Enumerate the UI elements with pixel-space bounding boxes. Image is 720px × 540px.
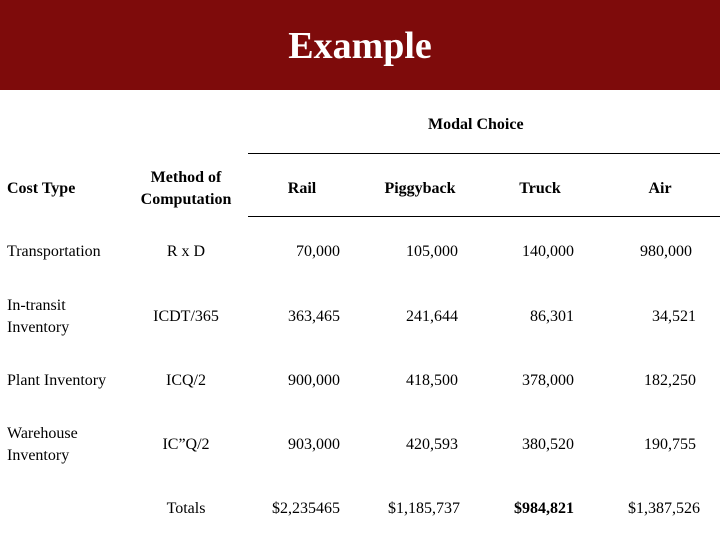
header-cost-type: Cost Type: [7, 180, 76, 197]
row-cost-type-line2: Inventory: [7, 319, 70, 336]
row-truck: 140,000: [522, 243, 574, 260]
row-cost-type-line1: In-transit: [7, 297, 66, 314]
totals-air: $1,387,526: [628, 500, 700, 517]
row-truck: 86,301: [530, 308, 574, 325]
row-air: 182,250: [644, 372, 696, 389]
row-method: IC”Q/2: [162, 436, 210, 453]
row-cost-type: Transportation: [7, 243, 101, 260]
row-rail: 70,000: [296, 243, 340, 260]
row-method: R x D: [166, 243, 206, 260]
header-top-rule: [248, 153, 720, 154]
row-rail: 900,000: [288, 372, 340, 389]
row-rail: 903,000: [288, 436, 340, 453]
row-cost-type-line2: Inventory: [7, 447, 70, 464]
totals-label: Totals: [166, 500, 206, 517]
row-truck: 378,000: [522, 372, 574, 389]
header-truck: Truck: [519, 180, 561, 197]
row-air: 34,521: [652, 308, 696, 325]
page-title: Example: [288, 25, 432, 67]
totals-rail: $2,235465: [272, 500, 340, 517]
row-piggyback: 420,593: [406, 436, 458, 453]
totals-piggyback: $1,185,737: [388, 500, 460, 517]
header-method-line1: Method of: [150, 169, 222, 186]
header-piggyback: Piggyback: [384, 180, 456, 197]
row-cost-type: Plant Inventory: [7, 372, 107, 389]
header-air: Air: [648, 180, 672, 197]
row-cost-type-line1: Warehouse: [7, 425, 78, 442]
row-piggyback: 418,500: [406, 372, 458, 389]
row-method: ICQ/2: [166, 372, 206, 389]
totals-truck: $984,821: [514, 500, 574, 517]
row-piggyback: 105,000: [406, 243, 458, 260]
row-truck: 380,520: [522, 436, 574, 453]
modal-choice-header: Modal Choice: [428, 116, 524, 133]
row-piggyback: 241,644: [406, 308, 458, 325]
row-rail: 363,465: [288, 308, 340, 325]
row-method: ICDT/365: [153, 308, 219, 325]
row-air: 190,755: [644, 436, 696, 453]
header-method-line2: Computation: [140, 191, 232, 208]
title-bar: [0, 0, 720, 90]
header-rail: Rail: [287, 180, 317, 197]
row-air: 980,000: [640, 243, 692, 260]
header-bottom-rule: [248, 216, 720, 217]
